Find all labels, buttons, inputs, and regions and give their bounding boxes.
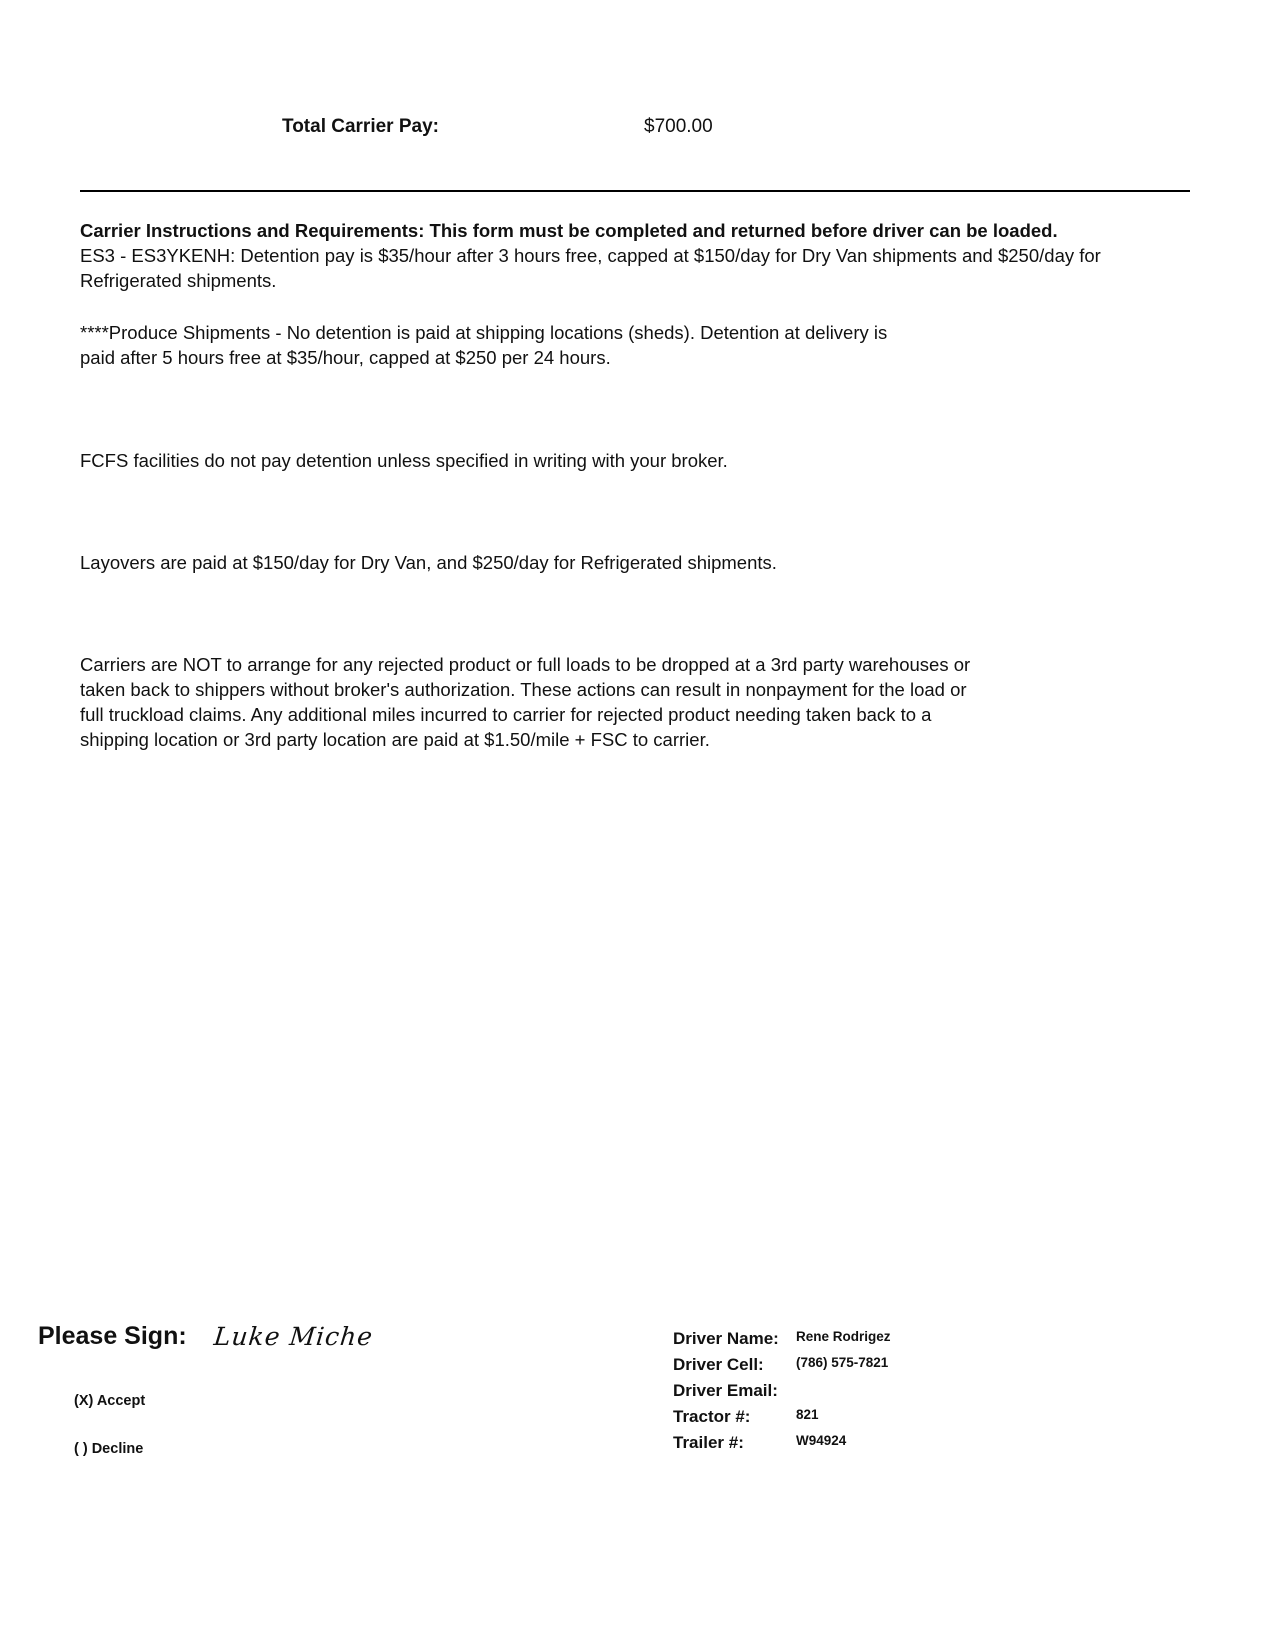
please-sign-label: Please Sign: — [38, 1322, 187, 1350]
decline-option[interactable]: ( ) Decline — [74, 1441, 144, 1457]
carriers-line-1: Carriers are NOT to arrange for any rejected product or full loads to be dropped at a 3rd party warehouses or — [80, 654, 971, 675]
fcfs-policy: FCFS facilities do not pay detention unless specified in writing with your broker. — [80, 450, 728, 471]
carrier-instructions — [80, 218, 1190, 293]
produce-line-2: paid after 5 hours free at $35/hour, capped at $250 per 24 hours. — [80, 347, 611, 368]
carriers-line-4: shipping location or 3rd party location are paid at $1.50/mile + FSC to carrier. — [80, 729, 710, 750]
handwritten-signature[interactable]: Luke Miche — [212, 1322, 375, 1351]
driver-cell-label: Driver Cell: — [673, 1355, 764, 1374]
rejected-product-policy — [80, 652, 1190, 752]
tractor-number-value: 821 — [796, 1407, 819, 1422]
detention-policy: ES3 - ES3YKENH: Detention pay is $35/hour after 3 hours free, capped at $150/day for Dry Van shipments and $250/day for Refrigerated shipments. — [80, 245, 1101, 291]
produce-line-1: ****Produce Shipments - No detention is paid at shipping locations (sheds). Detention at delivery is — [80, 322, 888, 343]
driver-name-value: Rene Rodrigez — [796, 1329, 891, 1344]
total-carrier-pay-label: Total Carrier Pay: — [282, 116, 439, 137]
carriers-line-3: full truckload claims. Any additional miles incurred to carrier for rejected product needing taken back to a — [80, 704, 932, 725]
divider-line — [80, 190, 1190, 192]
driver-name-label: Driver Name: — [673, 1329, 779, 1348]
driver-cell-value: (786) 575-7821 — [796, 1355, 889, 1370]
instructions-heading: Carrier Instructions and Requirements: This form must be completed and returned before driver can be loaded. — [80, 220, 1058, 241]
carriers-line-2: taken back to shippers without broker's authorization. These actions can result in nonpayment for the load or — [80, 679, 967, 700]
trailer-number-label: Trailer #: — [673, 1433, 744, 1452]
total-carrier-pay-value: $700.00 — [644, 116, 713, 137]
produce-shipments-policy — [80, 320, 1190, 370]
accept-option[interactable]: (X) Accept — [74, 1393, 146, 1409]
trailer-number-value: W94924 — [796, 1433, 847, 1448]
driver-email-label: Driver Email: — [673, 1381, 778, 1400]
tractor-number-label: Tractor #: — [673, 1407, 751, 1426]
layover-policy: Layovers are paid at $150/day for Dry Van, and $250/day for Refrigerated shipments. — [80, 552, 777, 573]
